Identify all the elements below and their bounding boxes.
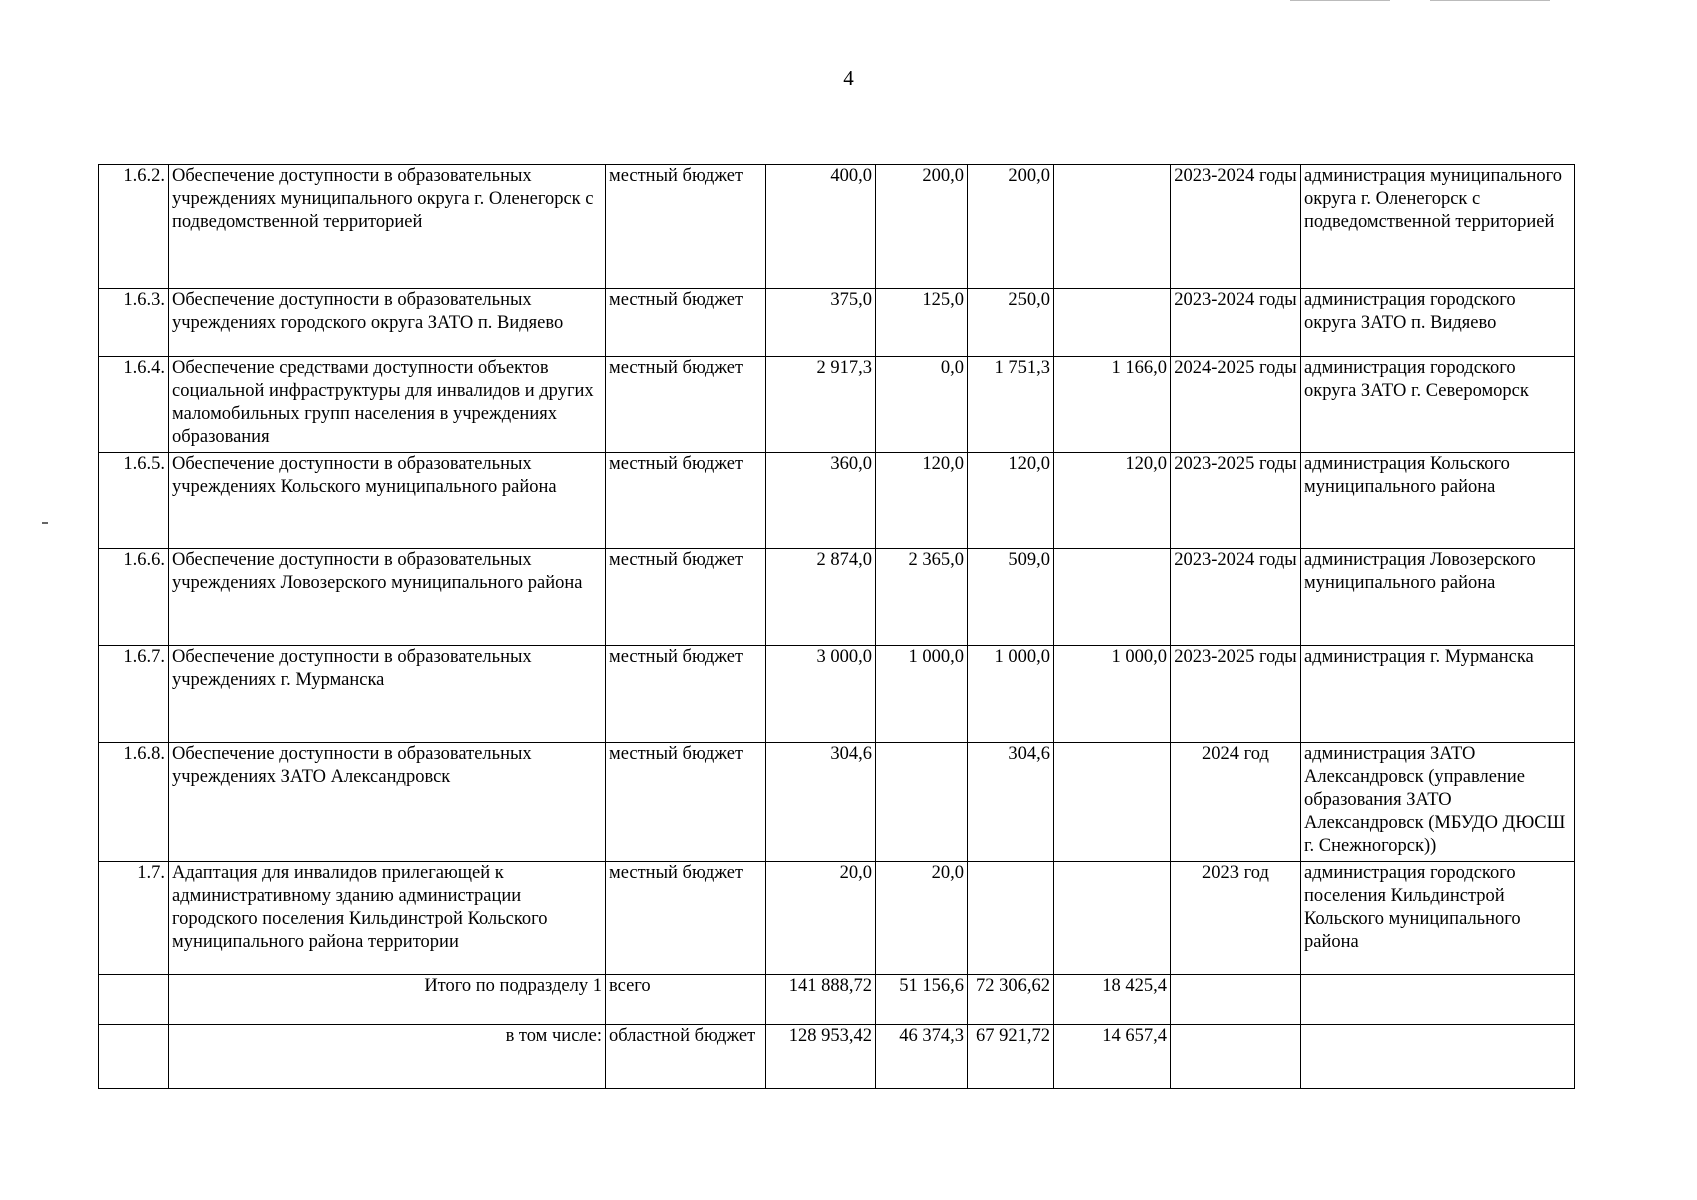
funding-source: местный бюджет: [606, 862, 766, 975]
amount-2023: 2 365,0: [876, 549, 968, 646]
table-row: [99, 289, 1575, 357]
measure-description: Адаптация для инвалидов прилегающей к административному зданию администрации городского поселения Кильдинстрой Кольского муниципального района территории: [169, 862, 606, 975]
empty-cell: [99, 1025, 169, 1089]
measure-description: Обеспечение средствами доступности объектов социальной инфраструктуры для инвалидов и других маломобильных групп населения в учреждениях образования: [169, 357, 606, 453]
amount-2023: 200,0: [876, 165, 968, 289]
page-number: 4: [843, 66, 854, 90]
row-index: 1.6.4.: [99, 357, 169, 453]
empty-cell: [1301, 1025, 1575, 1089]
amount-2023: 125,0: [876, 289, 968, 357]
empty-cell: [99, 975, 169, 1025]
amount-2024: 1 000,0: [968, 646, 1054, 743]
amount-2023: [876, 743, 968, 862]
row-index: 1.6.2.: [99, 165, 169, 289]
amount-2024: 250,0: [968, 289, 1054, 357]
funding-source: областной бюджет: [606, 1025, 766, 1089]
responsible-executor: администрация муниципального округа г. Оленегорск с подведомственной территорией: [1301, 165, 1575, 289]
responsible-executor: администрация Кольского муниципального района: [1301, 453, 1575, 549]
implementation-period: 2023-2024 годы: [1171, 165, 1301, 289]
scan-artifact: [1290, 0, 1390, 1]
amount-2025: 14 657,4: [1054, 1025, 1171, 1089]
row-index: 1.6.5.: [99, 453, 169, 549]
implementation-period: 2023-2024 годы: [1171, 289, 1301, 357]
amount-2024: 120,0: [968, 453, 1054, 549]
amount-2025: [1054, 165, 1171, 289]
table-row: [99, 453, 1575, 549]
responsible-executor: администрация городского округа ЗАТО п. Видяево: [1301, 289, 1575, 357]
measure-description: Обеспечение доступности в образовательных учреждениях муниципального округа г. Оленегорск с подведомственной территорией: [169, 165, 606, 289]
total-amount: 360,0: [766, 453, 876, 549]
amount-2024: 200,0: [968, 165, 1054, 289]
amount-2025: 120,0: [1054, 453, 1171, 549]
row-index: 1.6.7.: [99, 646, 169, 743]
responsible-executor: администрация городского округа ЗАТО г. Североморск: [1301, 357, 1575, 453]
empty-cell: [1171, 975, 1301, 1025]
amount-2024: 1 751,3: [968, 357, 1054, 453]
implementation-period: 2023-2025 годы: [1171, 646, 1301, 743]
amount-2024: [968, 862, 1054, 975]
scan-artifact: [1430, 0, 1550, 1]
measure-description: Обеспечение доступности в образовательных учреждениях г. Мурманска: [169, 646, 606, 743]
amount-2023: 0,0: [876, 357, 968, 453]
funding-source: местный бюджет: [606, 453, 766, 549]
amount-2025: 1 166,0: [1054, 357, 1171, 453]
amount-2023: 1 000,0: [876, 646, 968, 743]
row-index: 1.6.3.: [99, 289, 169, 357]
summary-label: в том числе:: [169, 1025, 606, 1089]
funding-source: местный бюджет: [606, 549, 766, 646]
total-amount: 141 888,72: [766, 975, 876, 1025]
funding-source: всего: [606, 975, 766, 1025]
program-measures-table: [98, 164, 1575, 1089]
total-amount: 2 917,3: [766, 357, 876, 453]
amount-2023: 120,0: [876, 453, 968, 549]
amount-2025: 18 425,4: [1054, 975, 1171, 1025]
implementation-period: 2023-2025 годы: [1171, 453, 1301, 549]
measure-description: Обеспечение доступности в образовательных учреждениях Ловозерского муниципального района: [169, 549, 606, 646]
responsible-executor: администрация г. Мурманска: [1301, 646, 1575, 743]
table-body: [99, 165, 1575, 1089]
total-amount: 3 000,0: [766, 646, 876, 743]
total-amount: 128 953,42: [766, 1025, 876, 1089]
funding-source: местный бюджет: [606, 357, 766, 453]
measure-description: Обеспечение доступности в образовательных учреждениях ЗАТО Александровск: [169, 743, 606, 862]
amount-2025: [1054, 549, 1171, 646]
summary-row-total: [99, 975, 1575, 1025]
table-row: [99, 549, 1575, 646]
implementation-period: 2023 год: [1171, 862, 1301, 975]
amount-2025: [1054, 289, 1171, 357]
implementation-period: 2024 год: [1171, 743, 1301, 862]
measure-description: Обеспечение доступности в образовательных учреждениях городского округа ЗАТО п. Видяево: [169, 289, 606, 357]
empty-cell: [1171, 1025, 1301, 1089]
amount-2024: 67 921,72: [968, 1025, 1054, 1089]
row-index: 1.6.6.: [99, 549, 169, 646]
table-row: [99, 357, 1575, 453]
total-amount: 400,0: [766, 165, 876, 289]
total-amount: 20,0: [766, 862, 876, 975]
table-row: [99, 743, 1575, 862]
responsible-executor: администрация ЗАТО Александровск (управление образования ЗАТО Александровск (МБУДО ДЮСШ г. Снежногорск)): [1301, 743, 1575, 862]
amount-2025: 1 000,0: [1054, 646, 1171, 743]
implementation-period: 2024-2025 годы: [1171, 357, 1301, 453]
total-amount: 2 874,0: [766, 549, 876, 646]
table-row: [99, 646, 1575, 743]
amount-2024: 304,6: [968, 743, 1054, 862]
funding-source: местный бюджет: [606, 743, 766, 862]
table-row: [99, 165, 1575, 289]
funding-source: местный бюджет: [606, 165, 766, 289]
table-row: [99, 862, 1575, 975]
empty-cell: [1301, 975, 1575, 1025]
responsible-executor: администрация городского поселения Кильдинстрой Кольского муниципального района: [1301, 862, 1575, 975]
amount-2025: [1054, 743, 1171, 862]
funding-source: местный бюджет: [606, 646, 766, 743]
summary-label: Итого по подразделу 1: [169, 975, 606, 1025]
row-index: 1.6.8.: [99, 743, 169, 862]
summary-row-regional: [99, 1025, 1575, 1089]
row-index: 1.7.: [99, 862, 169, 975]
measure-description: Обеспечение доступности в образовательных учреждениях Кольского муниципального района: [169, 453, 606, 549]
amount-2023: 51 156,6: [876, 975, 968, 1025]
scan-artifact: [42, 522, 48, 524]
total-amount: 304,6: [766, 743, 876, 862]
implementation-period: 2023-2024 годы: [1171, 549, 1301, 646]
amount-2023: 20,0: [876, 862, 968, 975]
responsible-executor: администрация Ловозерского муниципального района: [1301, 549, 1575, 646]
funding-source: местный бюджет: [606, 289, 766, 357]
total-amount: 375,0: [766, 289, 876, 357]
amount-2025: [1054, 862, 1171, 975]
amount-2024: 509,0: [968, 549, 1054, 646]
amount-2023: 46 374,3: [876, 1025, 968, 1089]
amount-2024: 72 306,62: [968, 975, 1054, 1025]
